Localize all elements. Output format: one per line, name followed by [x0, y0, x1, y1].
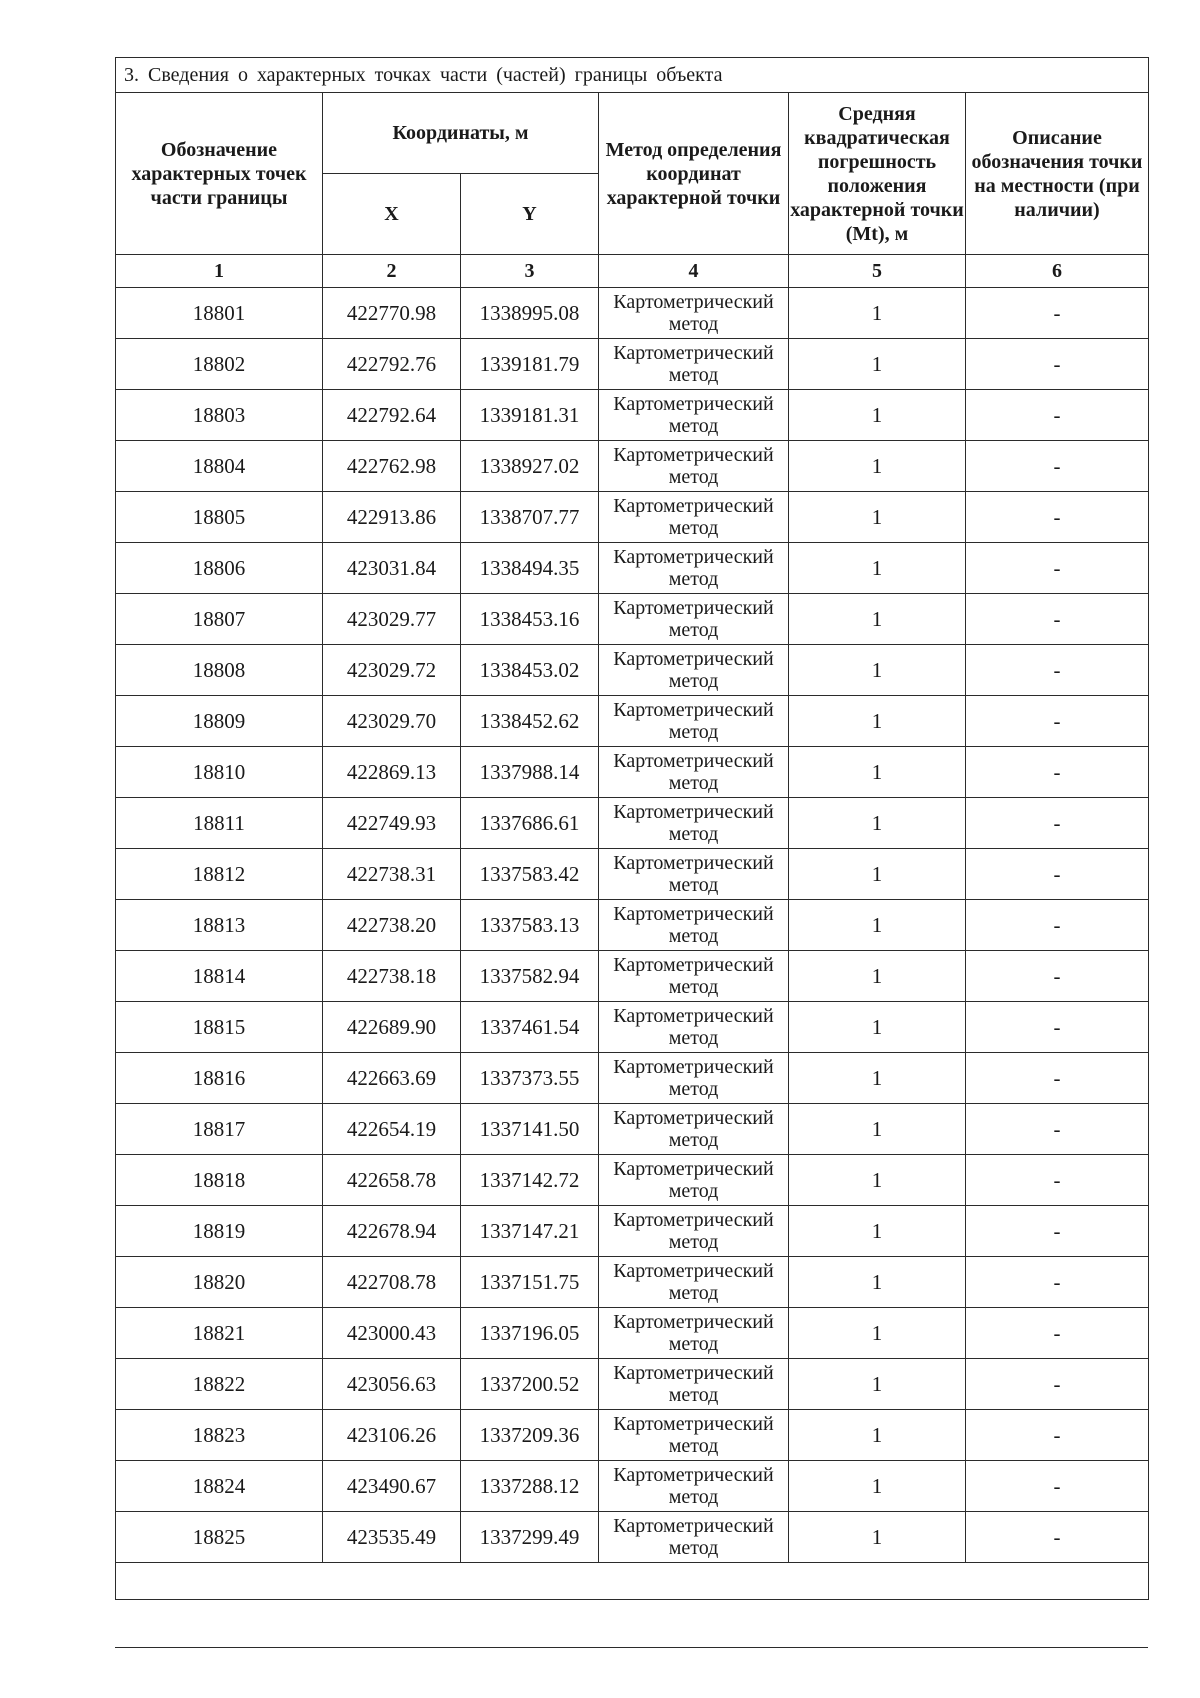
x-coordinate-cell: 423106.26	[323, 1410, 461, 1461]
x-coordinate-cell: 422689.90	[323, 1002, 461, 1053]
table-row	[116, 1257, 1149, 1308]
point-id-cell: 18816	[116, 1053, 323, 1104]
point-id-cell: 18825	[116, 1512, 323, 1563]
point-id-cell: 18824	[116, 1461, 323, 1512]
x-coordinate-cell: 423031.84	[323, 543, 461, 594]
y-coordinate-cell: 1338995.08	[461, 288, 599, 339]
table-row	[116, 288, 1149, 339]
y-coordinate-cell: 1337299.49	[461, 1512, 599, 1563]
y-coordinate-cell: 1338927.02	[461, 441, 599, 492]
method-cell: Картометрический метод	[599, 1206, 789, 1257]
table-row	[116, 1410, 1149, 1461]
header-x: X	[323, 174, 461, 255]
x-coordinate-cell: 422708.78	[323, 1257, 461, 1308]
point-id-cell: 18818	[116, 1155, 323, 1206]
boundary-points-table	[115, 57, 1149, 1600]
column-number: 3	[461, 255, 599, 288]
method-cell: Картометрический метод	[599, 645, 789, 696]
description-cell: -	[966, 339, 1149, 390]
point-id-cell: 18823	[116, 1410, 323, 1461]
error-cell: 1	[789, 1512, 966, 1563]
y-coordinate-cell: 1338452.62	[461, 696, 599, 747]
x-coordinate-cell: 423490.67	[323, 1461, 461, 1512]
header-error: Средняя квадратическая погрешность положения характерной точки (Mt), м	[789, 93, 966, 255]
error-cell: 1	[789, 696, 966, 747]
method-cell: Картометрический метод	[599, 1512, 789, 1563]
y-coordinate-cell: 1337461.54	[461, 1002, 599, 1053]
x-coordinate-cell: 422738.18	[323, 951, 461, 1002]
x-coordinate-cell: 422663.69	[323, 1053, 461, 1104]
table-row	[116, 339, 1149, 390]
y-coordinate-cell: 1337147.21	[461, 1206, 599, 1257]
description-cell: -	[966, 1053, 1149, 1104]
table-row	[116, 1206, 1149, 1257]
error-cell: 1	[789, 543, 966, 594]
column-number: 6	[966, 255, 1149, 288]
x-coordinate-cell: 423029.77	[323, 594, 461, 645]
point-id-cell: 18808	[116, 645, 323, 696]
method-cell: Картометрический метод	[599, 1104, 789, 1155]
y-coordinate-cell: 1338494.35	[461, 543, 599, 594]
header-coordinates: Координаты, м	[323, 93, 599, 174]
description-cell: -	[966, 900, 1149, 951]
x-coordinate-cell: 422658.78	[323, 1155, 461, 1206]
method-cell: Картометрический метод	[599, 1308, 789, 1359]
description-cell: -	[966, 492, 1149, 543]
description-cell: -	[966, 1104, 1149, 1155]
method-cell: Картометрический метод	[599, 1002, 789, 1053]
error-cell: 1	[789, 1308, 966, 1359]
point-id-cell: 18809	[116, 696, 323, 747]
y-coordinate-cell: 1337288.12	[461, 1461, 599, 1512]
table-row	[116, 1512, 1149, 1563]
point-id-cell: 18812	[116, 849, 323, 900]
column-number: 2	[323, 255, 461, 288]
header-point-designation: Обозначение характерных точек части границы	[116, 93, 323, 255]
error-cell: 1	[789, 1002, 966, 1053]
y-coordinate-cell: 1337141.50	[461, 1104, 599, 1155]
header-row-top	[116, 93, 1149, 174]
description-cell: -	[966, 849, 1149, 900]
point-id-cell: 18805	[116, 492, 323, 543]
method-cell: Картометрический метод	[599, 747, 789, 798]
x-coordinate-cell: 422762.98	[323, 441, 461, 492]
table-row	[116, 594, 1149, 645]
table-row	[116, 1155, 1149, 1206]
table-row	[116, 1359, 1149, 1410]
method-cell: Картометрический метод	[599, 1053, 789, 1104]
description-cell: -	[966, 1512, 1149, 1563]
x-coordinate-cell: 422913.86	[323, 492, 461, 543]
method-cell: Картометрический метод	[599, 339, 789, 390]
error-cell: 1	[789, 1461, 966, 1512]
x-coordinate-cell: 423029.72	[323, 645, 461, 696]
x-coordinate-cell: 422792.76	[323, 339, 461, 390]
table-row	[116, 492, 1149, 543]
table-row	[116, 645, 1149, 696]
method-cell: Картометрический метод	[599, 594, 789, 645]
point-id-cell: 18803	[116, 390, 323, 441]
table-row	[116, 1461, 1149, 1512]
point-id-cell: 18811	[116, 798, 323, 849]
description-cell: -	[966, 390, 1149, 441]
x-coordinate-cell: 422738.20	[323, 900, 461, 951]
y-coordinate-cell: 1339181.31	[461, 390, 599, 441]
description-cell: -	[966, 1257, 1149, 1308]
description-cell: -	[966, 594, 1149, 645]
error-cell: 1	[789, 798, 966, 849]
y-coordinate-cell: 1337151.75	[461, 1257, 599, 1308]
point-id-cell: 18815	[116, 1002, 323, 1053]
x-coordinate-cell: 423535.49	[323, 1512, 461, 1563]
description-cell: -	[966, 696, 1149, 747]
method-cell: Картометрический метод	[599, 951, 789, 1002]
method-cell: Картометрический метод	[599, 1359, 789, 1410]
y-coordinate-cell: 1337686.61	[461, 798, 599, 849]
method-cell: Картометрический метод	[599, 288, 789, 339]
table-row	[116, 1053, 1149, 1104]
point-id-cell: 18821	[116, 1308, 323, 1359]
table-row	[116, 1002, 1149, 1053]
description-cell: -	[966, 543, 1149, 594]
table-row	[116, 543, 1149, 594]
description-cell: -	[966, 1206, 1149, 1257]
table-row	[116, 390, 1149, 441]
error-cell: 1	[789, 645, 966, 696]
method-cell: Картометрический метод	[599, 1155, 789, 1206]
point-id-cell: 18817	[116, 1104, 323, 1155]
y-coordinate-cell: 1338453.02	[461, 645, 599, 696]
x-coordinate-cell: 422792.64	[323, 390, 461, 441]
x-coordinate-cell: 422770.98	[323, 288, 461, 339]
x-coordinate-cell: 422654.19	[323, 1104, 461, 1155]
table-row	[116, 696, 1149, 747]
table-row	[116, 1104, 1149, 1155]
error-cell: 1	[789, 594, 966, 645]
section-title: 3. Сведения о характерных точках части (частей) границы объекта	[116, 58, 1149, 93]
description-cell: -	[966, 1002, 1149, 1053]
y-coordinate-cell: 1338453.16	[461, 594, 599, 645]
y-coordinate-cell: 1338707.77	[461, 492, 599, 543]
table-row	[116, 849, 1149, 900]
x-coordinate-cell: 423029.70	[323, 696, 461, 747]
error-cell: 1	[789, 849, 966, 900]
y-coordinate-cell: 1337583.13	[461, 900, 599, 951]
error-cell: 1	[789, 1257, 966, 1308]
column-number: 5	[789, 255, 966, 288]
method-cell: Картометрический метод	[599, 441, 789, 492]
method-cell: Картометрический метод	[599, 492, 789, 543]
x-coordinate-cell: 422869.13	[323, 747, 461, 798]
description-cell: -	[966, 645, 1149, 696]
method-cell: Картометрический метод	[599, 849, 789, 900]
point-id-cell: 18820	[116, 1257, 323, 1308]
column-number: 4	[599, 255, 789, 288]
point-id-cell: 18804	[116, 441, 323, 492]
table-row	[116, 951, 1149, 1002]
header-method: Метод определения координат характерной точки	[599, 93, 789, 255]
method-cell: Картометрический метод	[599, 1461, 789, 1512]
point-id-cell: 18807	[116, 594, 323, 645]
point-id-cell: 18819	[116, 1206, 323, 1257]
header-description: Описание обозначения точки на местности (при наличии)	[966, 93, 1149, 255]
error-cell: 1	[789, 951, 966, 1002]
description-cell: -	[966, 1155, 1149, 1206]
header-y: Y	[461, 174, 599, 255]
x-coordinate-cell: 422749.93	[323, 798, 461, 849]
section-title-row	[116, 58, 1149, 93]
description-cell: -	[966, 288, 1149, 339]
point-id-cell: 18814	[116, 951, 323, 1002]
error-cell: 1	[789, 747, 966, 798]
method-cell: Картометрический метод	[599, 1257, 789, 1308]
description-cell: -	[966, 1308, 1149, 1359]
description-cell: -	[966, 1359, 1149, 1410]
method-cell: Картометрический метод	[599, 390, 789, 441]
error-cell: 1	[789, 1206, 966, 1257]
table-row	[116, 441, 1149, 492]
x-coordinate-cell: 422738.31	[323, 849, 461, 900]
table-row	[116, 1308, 1149, 1359]
y-coordinate-cell: 1337209.36	[461, 1410, 599, 1461]
error-cell: 1	[789, 441, 966, 492]
table-row	[116, 747, 1149, 798]
y-coordinate-cell: 1337583.42	[461, 849, 599, 900]
description-cell: -	[966, 441, 1149, 492]
method-cell: Картометрический метод	[599, 900, 789, 951]
empty-cell	[116, 1563, 1149, 1600]
table-row	[116, 900, 1149, 951]
error-cell: 1	[789, 1104, 966, 1155]
error-cell: 1	[789, 1053, 966, 1104]
x-coordinate-cell: 422678.94	[323, 1206, 461, 1257]
error-cell: 1	[789, 390, 966, 441]
error-cell: 1	[789, 900, 966, 951]
description-cell: -	[966, 951, 1149, 1002]
description-cell: -	[966, 747, 1149, 798]
method-cell: Картометрический метод	[599, 798, 789, 849]
description-cell: -	[966, 1410, 1149, 1461]
y-coordinate-cell: 1337373.55	[461, 1053, 599, 1104]
empty-row	[116, 1563, 1149, 1600]
error-cell: 1	[789, 1155, 966, 1206]
column-number: 1	[116, 255, 323, 288]
y-coordinate-cell: 1337196.05	[461, 1308, 599, 1359]
y-coordinate-cell: 1337582.94	[461, 951, 599, 1002]
x-coordinate-cell: 423056.63	[323, 1359, 461, 1410]
description-cell: -	[966, 798, 1149, 849]
method-cell: Картометрический метод	[599, 696, 789, 747]
y-coordinate-cell: 1337988.14	[461, 747, 599, 798]
point-id-cell: 18810	[116, 747, 323, 798]
x-coordinate-cell: 423000.43	[323, 1308, 461, 1359]
error-cell: 1	[789, 288, 966, 339]
y-coordinate-cell: 1337200.52	[461, 1359, 599, 1410]
point-id-cell: 18802	[116, 339, 323, 390]
error-cell: 1	[789, 1410, 966, 1461]
error-cell: 1	[789, 492, 966, 543]
point-id-cell: 18801	[116, 288, 323, 339]
method-cell: Картометрический метод	[599, 543, 789, 594]
point-id-cell: 18806	[116, 543, 323, 594]
point-id-cell: 18822	[116, 1359, 323, 1410]
description-cell: -	[966, 1461, 1149, 1512]
bottom-rule	[115, 1647, 1148, 1648]
error-cell: 1	[789, 339, 966, 390]
error-cell: 1	[789, 1359, 966, 1410]
table-row	[116, 798, 1149, 849]
y-coordinate-cell: 1339181.79	[461, 339, 599, 390]
point-id-cell: 18813	[116, 900, 323, 951]
y-coordinate-cell: 1337142.72	[461, 1155, 599, 1206]
method-cell: Картометрический метод	[599, 1410, 789, 1461]
column-number-row	[116, 255, 1149, 288]
